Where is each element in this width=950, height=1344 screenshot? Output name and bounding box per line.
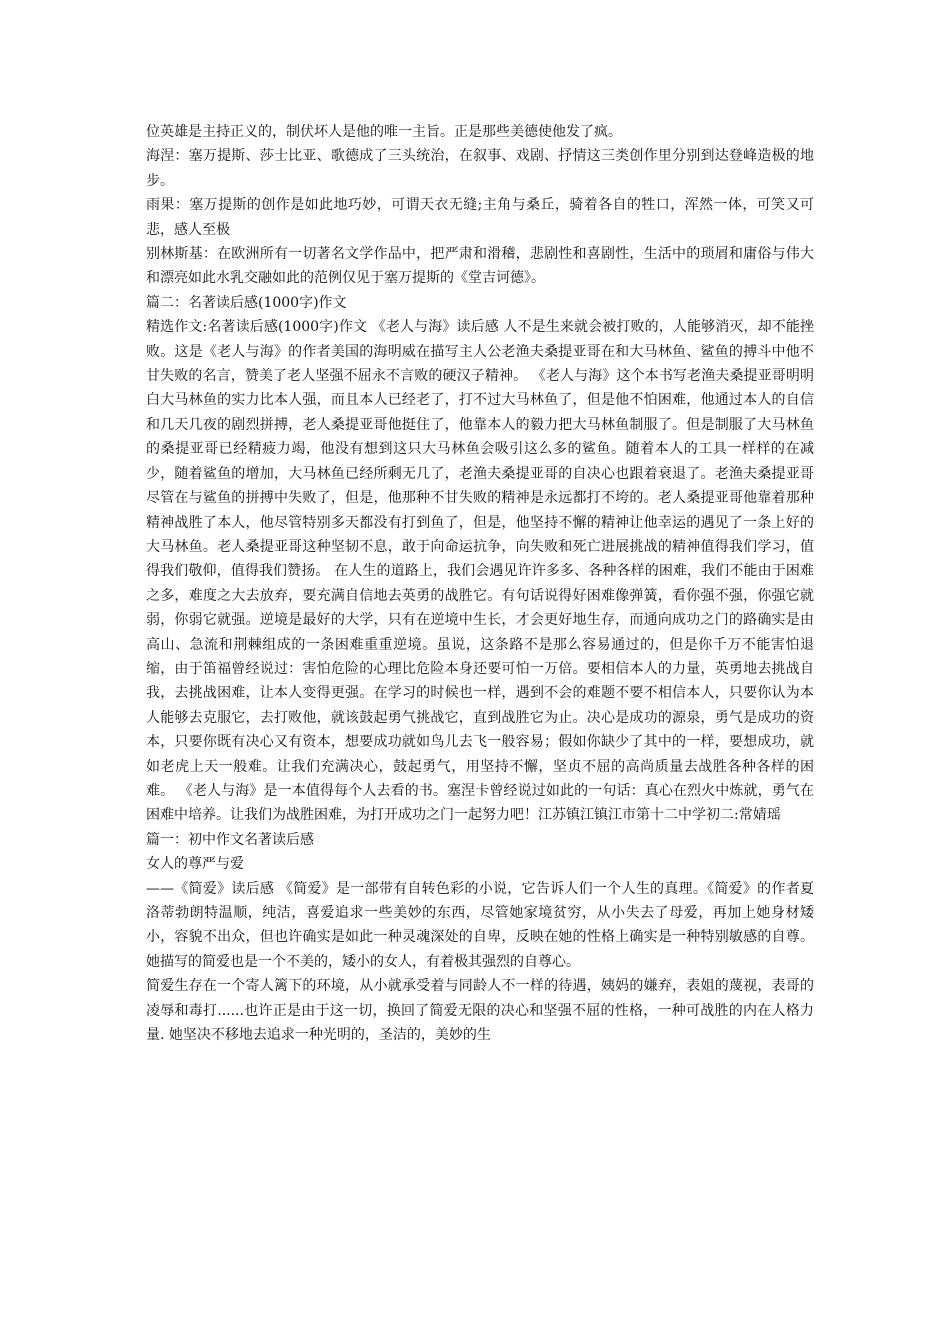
paragraph-jane-eyre-2: 简爱生存在一个寄人篱下的环境，从小就承受着与同龄人不一样的待遇，姨妈的嫌弃，表姐的蔑视，表哥的凌辱和毒打......也许正是由于这一切，换回了简爱无限的决心和坚强不屈的性格，一种可战胜的内在人格力量. 她坚决不移地去追求一种光明的，圣洁的，美妙的生 bbox=[146, 978, 814, 1044]
paragraph-jane-eyre-1: ——《简爱》读后感 《简爱》是一部带有自转色彩的小说，它告诉人们一个人生的真理。《简爱》的作者夏洛蒂勃朗特温顺，纯洁，喜爱追求一些美妙的东西，尽管她家境贫穷，从小失去了母爱，再加上她身材矮小，容貌不出众，但也许确实是如此一种灵魂深处的自卑，反映在她的性格上确实是一种特别敏感的自尊。她描写的简爱也是一个不美的，矮小的女人，有着极其强烈的自尊心。 bbox=[146, 880, 814, 970]
paragraph-1: 位英雄是主持正义的，制伏坏人是他的唯一主旨。正是那些美德使他发了疯。 bbox=[146, 124, 622, 140]
paragraph-4: 别林斯基：在欧洲所有一切著名文学作品中，把严肃和滑稽，悲剧性和喜剧性，生活中的琐屑和庸俗与伟大和漂亮如此水乳交融如此的范例仅见于塞万提斯的《堂吉诃德》。 bbox=[146, 246, 814, 287]
document-body bbox=[146, 120, 814, 1047]
section-heading-1: 篇一：初中作文名著读后感 bbox=[146, 831, 314, 848]
paragraph-2: 海涅：塞万提斯、莎士比亚、歌德成了三头统治，在叙事、戏剧、抒情这三类创作里分别到达登峰造极的地步。 bbox=[146, 148, 814, 189]
section-heading-2: 篇二：名著读后感(1000字)作文 bbox=[146, 294, 347, 311]
paragraph-3: 雨果：塞万提斯的创作是如此地巧妙，可谓天衣无缝;主角与桑丘，骑着各自的牲口，浑然一体，可笑又可悲，感人至极 bbox=[146, 197, 814, 238]
paragraph-essay: 精选作文:名著读后感(1000字)作文 《老人与海》读后感 人不是生来就会被打败的，人能够消灭，却不能挫败。这是《老人与海》的作者美国的海明威在描写主人公老渔夫桑提亚哥在和大马林鱼、鲨鱼的搏斗中他不甘失败的名言，赞美了老人坚强不屈永不言败的硬汉子精神。 《老人与海》这个本书写老渔夫桑提亚哥明明白大马林鱼的实力比本人强，而且本人已经老了，打不过大马林鱼了，但是他不怕困难，他通过本人的自信和几天几夜的剧烈拼搏，老人桑提亚哥他挺住了，他靠本人的毅力把大马林鱼制服了。但是制服了大马林鱼的桑提亚哥已经精疲力竭，他没有想到这只大马林鱼会吸引这么多的鲨鱼。随着本人的工具一样样的在减少，随着鲨鱼的增加，大马林鱼已经所剩无几了，老渔夫桑提亚哥的自决心也跟着衰退了。老渔夫桑提亚哥尽管在与鲨鱼的拼搏中失败了，但是，他那种不甘失败的精神是永远都打不垮的。老人桑提亚哥他靠着那种精神战胜了本人，他尽管特别多天都没有打到鱼了，但是，他坚持不懈的精神让他幸运的遇见了一条上好的大马林鱼。老人桑提亚哥这种坚韧不息，敢于向命运抗争，向失败和死亡进展挑战的精神值得我们学习，值得我们敬仰，值得我们赞扬。 在人生的道路上，我们会遇见许许多多、各种各样的困难，我们不能由于困难之多，难度之大去放弃，要充满自信地去英勇的战胜它。有句话说得好困难像弹簧，看你强不强，你强它就弱，你弱它就强。逆境是最好的大学，只有在逆境中生长，才会更好地生存，而通向成功之门的路确实是由高山、急流和荆棘组成的一条困难重重逆境。虽说，这条路不是那么容易通过的，但是你千万不能害怕退缩，由于笛福曾经说过：害怕危险的心理比危险本身还要可怕一万倍。要相信本人的力量，英勇地去挑战自我，去挑战困难，让本人变得更强。在学习的时候也一样，遇到不会的难题不要不相信本人，只要你认为本人能够去克服它，去打败他，就该鼓起勇气挑战它，直到战胜它为止。决心是成功的源泉，勇气是成功的资本，只要你既有决心又有资本，想要成功就如鸟儿去飞一般容易；假如你缺少了其中的一样，要想成功，就如老虎上天一般难。让我们充满决心，鼓起勇气，用坚持不懈，坚贞不屈的高尚质量去战胜各种各样的困难。 《老人与海》是一本值得每个人去看的书。塞涅卡曾经说过如此的一句话：真心在烈火中炼就，勇气在困难中培养。让我们为战胜困难，为打开成功之门一起努力吧！江苏镇江镇江市第十二中学初二:常婧瑶 bbox=[146, 319, 814, 824]
essay-title: 女人的尊严与爱 bbox=[146, 856, 244, 873]
